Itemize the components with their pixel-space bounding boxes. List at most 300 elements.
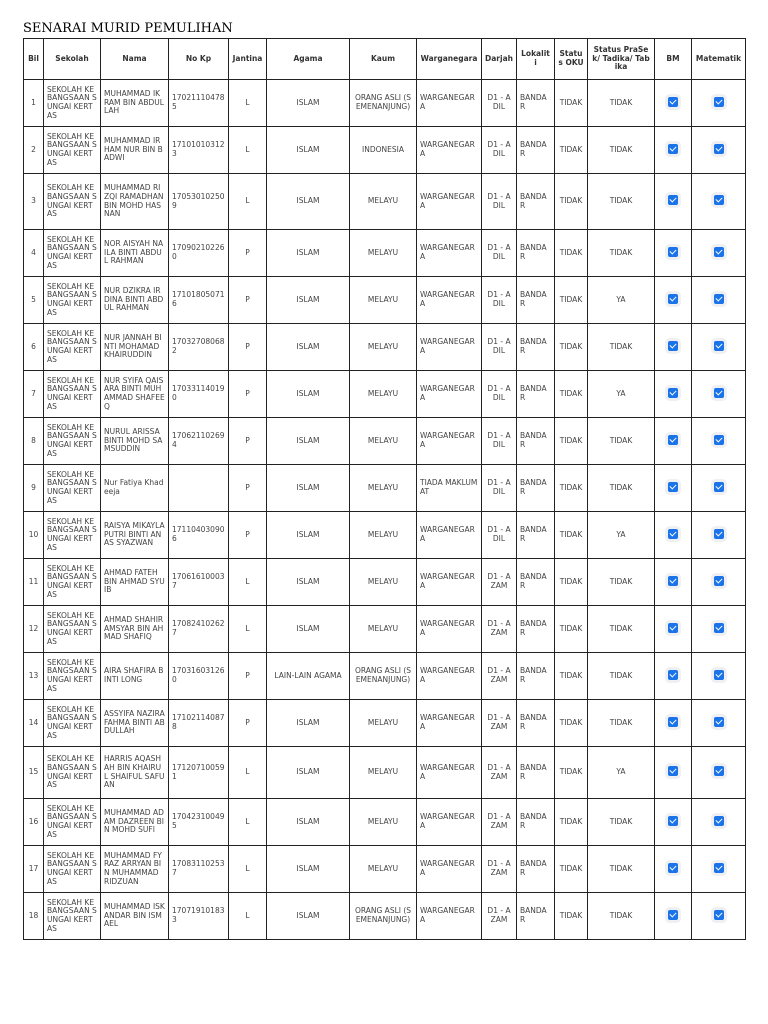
cell-nama: MUHAMMAD ADAM DAZREEN BIN MOHD SUFI — [101, 799, 169, 846]
table-row — [24, 80, 746, 127]
cell-bm — [655, 512, 692, 559]
col-header-agama: Agama — [267, 39, 350, 80]
cell-warganegara: WARGANEGARA — [417, 512, 482, 559]
cell-nama: NURUL ARISSA BINTI MOHD SAMSUDDIN — [101, 418, 169, 465]
cell-agama: ISLAM — [267, 277, 350, 324]
cell-sekolah: SEKOLAH KEBANGSAAN SUNGAI KERTAS — [44, 371, 101, 418]
cell-warganegara: WARGANEGARA — [417, 174, 482, 230]
cell-matematik — [692, 700, 746, 747]
cell-agama: ISLAM — [267, 371, 350, 418]
page-title: SENARAI MURID PEMULIHAN — [23, 21, 233, 36]
cell-jantina: L — [229, 80, 267, 127]
cell-bil: 4 — [24, 230, 44, 277]
cell-lokaliti: BANDAR — [517, 559, 555, 606]
matematik-checkbox[interactable] — [714, 195, 724, 205]
cell-bil: 9 — [24, 465, 44, 512]
cell-jantina: L — [229, 893, 267, 940]
cell-bil: 14 — [24, 700, 44, 747]
cell-status-prasek: TIDAK — [588, 418, 655, 465]
cell-jantina: L — [229, 799, 267, 846]
cell-status-prasek: TIDAK — [588, 324, 655, 371]
cell-bm — [655, 846, 692, 893]
cell-bil: 3 — [24, 174, 44, 230]
col-header-nama: Nama — [101, 39, 169, 80]
cell-lokaliti: BANDAR — [517, 324, 555, 371]
cell-nama: MUHAMMAD IRHAM NUR BIN BADWI — [101, 127, 169, 174]
cell-agama: ISLAM — [267, 324, 350, 371]
cell-sekolah: SEKOLAH KEBANGSAAN SUNGAI KERTAS — [44, 230, 101, 277]
bm-checkbox[interactable] — [668, 341, 678, 351]
cell-nama: ASSYIFA NAZIRA FAHMA BINTI ABDULLAH — [101, 700, 169, 747]
matematik-checkbox[interactable] — [714, 482, 724, 492]
cell-sekolah: SEKOLAH KEBANGSAAN SUNGAI KERTAS — [44, 127, 101, 174]
cell-status-oku: TIDAK — [555, 230, 588, 277]
cell-status-oku: TIDAK — [555, 747, 588, 799]
matematik-checkbox[interactable] — [714, 576, 724, 586]
cell-warganegara: WARGANEGARA — [417, 700, 482, 747]
cell-status-oku: TIDAK — [555, 846, 588, 893]
cell-darjah: D1 - ADIL — [482, 277, 517, 324]
cell-matematik — [692, 465, 746, 512]
cell-kaum: MELAYU — [350, 512, 417, 559]
cell-nokp — [169, 465, 229, 512]
cell-darjah: D1 - ADIL — [482, 127, 517, 174]
cell-lokaliti: BANDAR — [517, 512, 555, 559]
matematik-checkbox[interactable] — [714, 670, 724, 680]
bm-checkbox[interactable] — [668, 144, 678, 154]
cell-status-prasek: TIDAK — [588, 559, 655, 606]
table-row — [24, 277, 746, 324]
cell-status-oku: TIDAK — [555, 80, 588, 127]
cell-bm — [655, 371, 692, 418]
cell-agama: ISLAM — [267, 230, 350, 277]
bm-checkbox[interactable] — [668, 435, 678, 445]
cell-agama: ISLAM — [267, 606, 350, 653]
bm-checkbox[interactable] — [668, 482, 678, 492]
cell-agama: ISLAM — [267, 893, 350, 940]
cell-matematik — [692, 559, 746, 606]
cell-kaum: MELAYU — [350, 230, 417, 277]
cell-status-prasek: TIDAK — [588, 606, 655, 653]
cell-bm — [655, 653, 692, 700]
cell-agama: ISLAM — [267, 80, 350, 127]
cell-status-oku: TIDAK — [555, 512, 588, 559]
cell-bm — [655, 277, 692, 324]
bm-checkbox[interactable] — [668, 623, 678, 633]
cell-warganegara: WARGANEGARA — [417, 747, 482, 799]
cell-status-oku: TIDAK — [555, 277, 588, 324]
cell-status-prasek: TIDAK — [588, 174, 655, 230]
cell-agama: ISLAM — [267, 747, 350, 799]
cell-status-oku: TIDAK — [555, 324, 588, 371]
cell-warganegara: WARGANEGARA — [417, 80, 482, 127]
cell-bm — [655, 127, 692, 174]
cell-kaum: MELAYU — [350, 606, 417, 653]
cell-bm — [655, 80, 692, 127]
cell-kaum: MELAYU — [350, 418, 417, 465]
table-row — [24, 893, 746, 940]
cell-status-prasek: TIDAK — [588, 653, 655, 700]
cell-matematik — [692, 606, 746, 653]
cell-kaum: INDONESIA — [350, 127, 417, 174]
cell-darjah: D1 - ADIL — [482, 418, 517, 465]
cell-sekolah: SEKOLAH KEBANGSAAN SUNGAI KERTAS — [44, 653, 101, 700]
cell-lokaliti: BANDAR — [517, 893, 555, 940]
cell-status-prasek: TIDAK — [588, 80, 655, 127]
cell-bm — [655, 418, 692, 465]
cell-bil: 7 — [24, 371, 44, 418]
cell-jantina: L — [229, 559, 267, 606]
cell-status-prasek: TIDAK — [588, 846, 655, 893]
cell-nokp: 170327080682 — [169, 324, 229, 371]
cell-kaum: MELAYU — [350, 174, 417, 230]
cell-lokaliti: BANDAR — [517, 127, 555, 174]
cell-status-oku: TIDAK — [555, 606, 588, 653]
cell-matematik — [692, 418, 746, 465]
cell-sekolah: SEKOLAH KEBANGSAAN SUNGAI KERTAS — [44, 747, 101, 799]
cell-bm — [655, 174, 692, 230]
cell-darjah: D1 - ADIL — [482, 371, 517, 418]
cell-jantina: P — [229, 230, 267, 277]
cell-lokaliti: BANDAR — [517, 465, 555, 512]
table-row — [24, 846, 746, 893]
cell-sekolah: SEKOLAH KEBANGSAAN SUNGAI KERTAS — [44, 799, 101, 846]
matematik-checkbox[interactable] — [714, 717, 724, 727]
cell-warganegara: WARGANEGARA — [417, 559, 482, 606]
cell-sekolah: SEKOLAH KEBANGSAAN SUNGAI KERTAS — [44, 418, 101, 465]
cell-bil: 1 — [24, 80, 44, 127]
cell-bil: 18 — [24, 893, 44, 940]
matematik-checkbox[interactable] — [714, 97, 724, 107]
cell-matematik — [692, 512, 746, 559]
cell-kaum: MELAYU — [350, 277, 417, 324]
cell-bm — [655, 230, 692, 277]
cell-nama: AHMAD SHAHIR AMSYAR BIN AHMAD SHAFIQ — [101, 606, 169, 653]
cell-status-oku: TIDAK — [555, 653, 588, 700]
cell-bil: 16 — [24, 799, 44, 846]
col-header-lokaliti: Lokaliti — [517, 39, 555, 80]
col-header-bil: Bil — [24, 39, 44, 80]
cell-jantina: P — [229, 277, 267, 324]
cell-matematik — [692, 747, 746, 799]
cell-darjah: D1 - AZAM — [482, 747, 517, 799]
cell-status-prasek: TIDAK — [588, 230, 655, 277]
cell-lokaliti: BANDAR — [517, 653, 555, 700]
bm-checkbox[interactable] — [668, 717, 678, 727]
matematik-checkbox[interactable] — [714, 816, 724, 826]
cell-kaum: MELAYU — [350, 700, 417, 747]
matematik-checkbox[interactable] — [714, 294, 724, 304]
cell-bil: 2 — [24, 127, 44, 174]
cell-nokp: 171104030906 — [169, 512, 229, 559]
table-row — [24, 371, 746, 418]
bm-checkbox[interactable] — [668, 97, 678, 107]
cell-nokp: 170719101833 — [169, 893, 229, 940]
cell-warganegara: WARGANEGARA — [417, 324, 482, 371]
cell-agama: ISLAM — [267, 127, 350, 174]
table-row — [24, 747, 746, 799]
cell-warganegara: WARGANEGARA — [417, 371, 482, 418]
cell-kaum: MELAYU — [350, 465, 417, 512]
cell-status-oku: TIDAK — [555, 559, 588, 606]
cell-darjah: D1 - AZAM — [482, 799, 517, 846]
cell-bm — [655, 700, 692, 747]
cell-nokp: 171207100591 — [169, 747, 229, 799]
cell-warganegara: WARGANEGARA — [417, 893, 482, 940]
cell-nama: NUR JANNAH BINTI MOHAMAD KHAIRUDDIN — [101, 324, 169, 371]
cell-jantina: L — [229, 747, 267, 799]
cell-lokaliti: BANDAR — [517, 371, 555, 418]
cell-kaum: ORANG ASLI (SEMENANJUNG) — [350, 893, 417, 940]
cell-nama: NUR SYIFA QAISARA BINTI MUHAMMAD SHAFEEQ — [101, 371, 169, 418]
cell-darjah: D1 - AZAM — [482, 846, 517, 893]
cell-kaum: MELAYU — [350, 799, 417, 846]
cell-darjah: D1 - ADIL — [482, 512, 517, 559]
matematik-checkbox[interactable] — [714, 623, 724, 633]
cell-status-oku: TIDAK — [555, 893, 588, 940]
cell-matematik — [692, 324, 746, 371]
cell-warganegara: WARGANEGARA — [417, 418, 482, 465]
cell-bil: 11 — [24, 559, 44, 606]
cell-matematik — [692, 371, 746, 418]
cell-darjah: D1 - AZAM — [482, 893, 517, 940]
cell-lokaliti: BANDAR — [517, 418, 555, 465]
cell-bil: 13 — [24, 653, 44, 700]
cell-darjah: D1 - AZAM — [482, 559, 517, 606]
cell-jantina: P — [229, 465, 267, 512]
matematik-checkbox[interactable] — [714, 247, 724, 257]
cell-matematik — [692, 174, 746, 230]
cell-jantina: P — [229, 418, 267, 465]
cell-agama: ISLAM — [267, 559, 350, 606]
cell-matematik — [692, 277, 746, 324]
cell-sekolah: SEKOLAH KEBANGSAAN SUNGAI KERTAS — [44, 324, 101, 371]
table-row — [24, 127, 746, 174]
cell-nama: AIRA SHAFIRA BINTI LONG — [101, 653, 169, 700]
cell-agama: ISLAM — [267, 465, 350, 512]
cell-bil: 10 — [24, 512, 44, 559]
bm-checkbox[interactable] — [668, 195, 678, 205]
bm-checkbox[interactable] — [668, 863, 678, 873]
cell-agama: ISLAM — [267, 799, 350, 846]
col-header-bm: BM — [655, 39, 692, 80]
bm-checkbox[interactable] — [668, 529, 678, 539]
cell-kaum: MELAYU — [350, 747, 417, 799]
cell-status-prasek: YA — [588, 747, 655, 799]
cell-status-oku: TIDAK — [555, 465, 588, 512]
cell-nama: MUHAMMAD ISKANDAR BIN ISMAEL — [101, 893, 169, 940]
cell-status-oku: TIDAK — [555, 418, 588, 465]
cell-lokaliti: BANDAR — [517, 846, 555, 893]
cell-kaum: MELAYU — [350, 846, 417, 893]
bm-checkbox[interactable] — [668, 576, 678, 586]
cell-jantina: L — [229, 174, 267, 230]
cell-warganegara: WARGANEGARA — [417, 127, 482, 174]
cell-agama: ISLAM — [267, 700, 350, 747]
cell-matematik — [692, 127, 746, 174]
table-row — [24, 418, 746, 465]
cell-nama: MUHAMMAD FYRAZ ARRYAN BIN MUHAMMAD RIDZUAN — [101, 846, 169, 893]
table-row — [24, 465, 746, 512]
cell-sekolah: SEKOLAH KEBANGSAAN SUNGAI KERTAS — [44, 893, 101, 940]
cell-kaum: MELAYU — [350, 324, 417, 371]
cell-darjah: D1 - AZAM — [482, 653, 517, 700]
cell-sekolah: SEKOLAH KEBANGSAAN SUNGAI KERTAS — [44, 846, 101, 893]
cell-darjah: D1 - AZAM — [482, 700, 517, 747]
cell-status-oku: TIDAK — [555, 127, 588, 174]
cell-lokaliti: BANDAR — [517, 80, 555, 127]
cell-darjah: D1 - AZAM — [482, 606, 517, 653]
cell-status-prasek: TIDAK — [588, 465, 655, 512]
cell-nokp: 170331140190 — [169, 371, 229, 418]
cell-warganegara: WARGANEGARA — [417, 653, 482, 700]
cell-bil: 12 — [24, 606, 44, 653]
cell-darjah: D1 - ADIL — [482, 230, 517, 277]
cell-nokp: 170530102509 — [169, 174, 229, 230]
cell-bil: 5 — [24, 277, 44, 324]
table-row — [24, 559, 746, 606]
cell-status-oku: TIDAK — [555, 700, 588, 747]
matematik-checkbox[interactable] — [714, 341, 724, 351]
cell-nama: Nur Fatiya Khadeeja — [101, 465, 169, 512]
cell-status-prasek: YA — [588, 512, 655, 559]
cell-darjah: D1 - ADIL — [482, 174, 517, 230]
bm-checkbox[interactable] — [668, 816, 678, 826]
cell-lokaliti: BANDAR — [517, 174, 555, 230]
cell-matematik — [692, 653, 746, 700]
cell-agama: ISLAM — [267, 418, 350, 465]
table-row — [24, 700, 746, 747]
col-header-matematik: Matematik — [692, 39, 746, 80]
cell-agama: ISLAM — [267, 846, 350, 893]
cell-nokp: 170316031260 — [169, 653, 229, 700]
cell-jantina: P — [229, 700, 267, 747]
col-header-sekolah: Sekolah — [44, 39, 101, 80]
table-row — [24, 799, 746, 846]
cell-status-prasek: YA — [588, 277, 655, 324]
cell-nama: NOR AISYAH NAILA BINTI ABDUL RAHMAN — [101, 230, 169, 277]
cell-lokaliti: BANDAR — [517, 277, 555, 324]
cell-status-prasek: TIDAK — [588, 127, 655, 174]
cell-nokp: 170423100495 — [169, 799, 229, 846]
cell-lokaliti: BANDAR — [517, 230, 555, 277]
bm-checkbox[interactable] — [668, 294, 678, 304]
bm-checkbox[interactable] — [668, 910, 678, 920]
cell-warganegara: WARGANEGARA — [417, 799, 482, 846]
cell-lokaliti: BANDAR — [517, 700, 555, 747]
student-table — [23, 38, 746, 940]
matematik-checkbox[interactable] — [714, 529, 724, 539]
cell-sekolah: SEKOLAH KEBANGSAAN SUNGAI KERTAS — [44, 174, 101, 230]
cell-nokp: 170211104785 — [169, 80, 229, 127]
cell-sekolah: SEKOLAH KEBANGSAAN SUNGAI KERTAS — [44, 80, 101, 127]
cell-jantina: P — [229, 512, 267, 559]
cell-nama: MUHAMMAD RIZQI RAMADHAN BIN MOHD HASNAN — [101, 174, 169, 230]
cell-sekolah: SEKOLAH KEBANGSAAN SUNGAI KERTAS — [44, 512, 101, 559]
cell-sekolah: SEKOLAH KEBANGSAAN SUNGAI KERTAS — [44, 606, 101, 653]
matematik-checkbox[interactable] — [714, 766, 724, 776]
cell-nama: HARRIS AQASHAH BIN KHAIRUL SHAIFUL SAFUAN — [101, 747, 169, 799]
cell-sekolah: SEKOLAH KEBANGSAAN SUNGAI KERTAS — [44, 465, 101, 512]
cell-lokaliti: BANDAR — [517, 606, 555, 653]
cell-jantina: P — [229, 371, 267, 418]
cell-bm — [655, 606, 692, 653]
cell-jantina: P — [229, 653, 267, 700]
col-header-nokp: No Kp — [169, 39, 229, 80]
col-header-darjah: Darjah — [482, 39, 517, 80]
matematik-checkbox[interactable] — [714, 863, 724, 873]
cell-darjah: D1 - ADIL — [482, 465, 517, 512]
cell-kaum: MELAYU — [350, 559, 417, 606]
cell-nokp: 170831102537 — [169, 846, 229, 893]
cell-nama: NUR DZIKRA IRDINA BINTI ABDUL RAHMAN — [101, 277, 169, 324]
bm-checkbox[interactable] — [668, 766, 678, 776]
cell-matematik — [692, 846, 746, 893]
cell-darjah: D1 - ADIL — [482, 80, 517, 127]
cell-nokp: 170902102260 — [169, 230, 229, 277]
cell-nokp: 171021140878 — [169, 700, 229, 747]
table-header-row — [24, 39, 746, 80]
cell-bil: 6 — [24, 324, 44, 371]
cell-lokaliti: BANDAR — [517, 799, 555, 846]
cell-sekolah: SEKOLAH KEBANGSAAN SUNGAI KERTAS — [44, 700, 101, 747]
cell-nokp: 170824102627 — [169, 606, 229, 653]
cell-status-oku: TIDAK — [555, 174, 588, 230]
table-row — [24, 324, 746, 371]
cell-bil: 17 — [24, 846, 44, 893]
cell-lokaliti: BANDAR — [517, 747, 555, 799]
bm-checkbox[interactable] — [668, 388, 678, 398]
cell-darjah: D1 - ADIL — [482, 324, 517, 371]
cell-warganegara: WARGANEGARA — [417, 230, 482, 277]
cell-nokp: 171010103123 — [169, 127, 229, 174]
cell-kaum: ORANG ASLI (SEMENANJUNG) — [350, 653, 417, 700]
cell-nama: MUHAMMAD IKRAM BIN ABDULLAH — [101, 80, 169, 127]
bm-checkbox[interactable] — [668, 247, 678, 257]
cell-matematik — [692, 799, 746, 846]
cell-status-prasek: YA — [588, 371, 655, 418]
cell-matematik — [692, 230, 746, 277]
bm-checkbox[interactable] — [668, 670, 678, 680]
table-row — [24, 512, 746, 559]
cell-matematik — [692, 893, 746, 940]
table-row — [24, 174, 746, 230]
cell-bil: 15 — [24, 747, 44, 799]
table-row — [24, 606, 746, 653]
matematik-checkbox[interactable] — [714, 435, 724, 445]
cell-nokp: 170621102694 — [169, 418, 229, 465]
cell-jantina: P — [229, 324, 267, 371]
cell-agama: ISLAM — [267, 512, 350, 559]
cell-warganegara: WARGANEGARA — [417, 846, 482, 893]
matematik-checkbox[interactable] — [714, 910, 724, 920]
cell-nama: AHMAD FATEH BIN AHMAD SYUIB — [101, 559, 169, 606]
cell-nokp: 170616100037 — [169, 559, 229, 606]
cell-bm — [655, 465, 692, 512]
matematik-checkbox[interactable] — [714, 144, 724, 154]
cell-status-oku: TIDAK — [555, 799, 588, 846]
cell-bil: 8 — [24, 418, 44, 465]
cell-kaum: MELAYU — [350, 371, 417, 418]
cell-status-prasek: TIDAK — [588, 700, 655, 747]
cell-status-oku: TIDAK — [555, 371, 588, 418]
matematik-checkbox[interactable] — [714, 388, 724, 398]
cell-status-prasek: TIDAK — [588, 799, 655, 846]
cell-kaum: ORANG ASLI (SEMENANJUNG) — [350, 80, 417, 127]
col-header-status-oku: Status OKU — [555, 39, 588, 80]
cell-jantina: L — [229, 127, 267, 174]
cell-sekolah: SEKOLAH KEBANGSAAN SUNGAI KERTAS — [44, 277, 101, 324]
